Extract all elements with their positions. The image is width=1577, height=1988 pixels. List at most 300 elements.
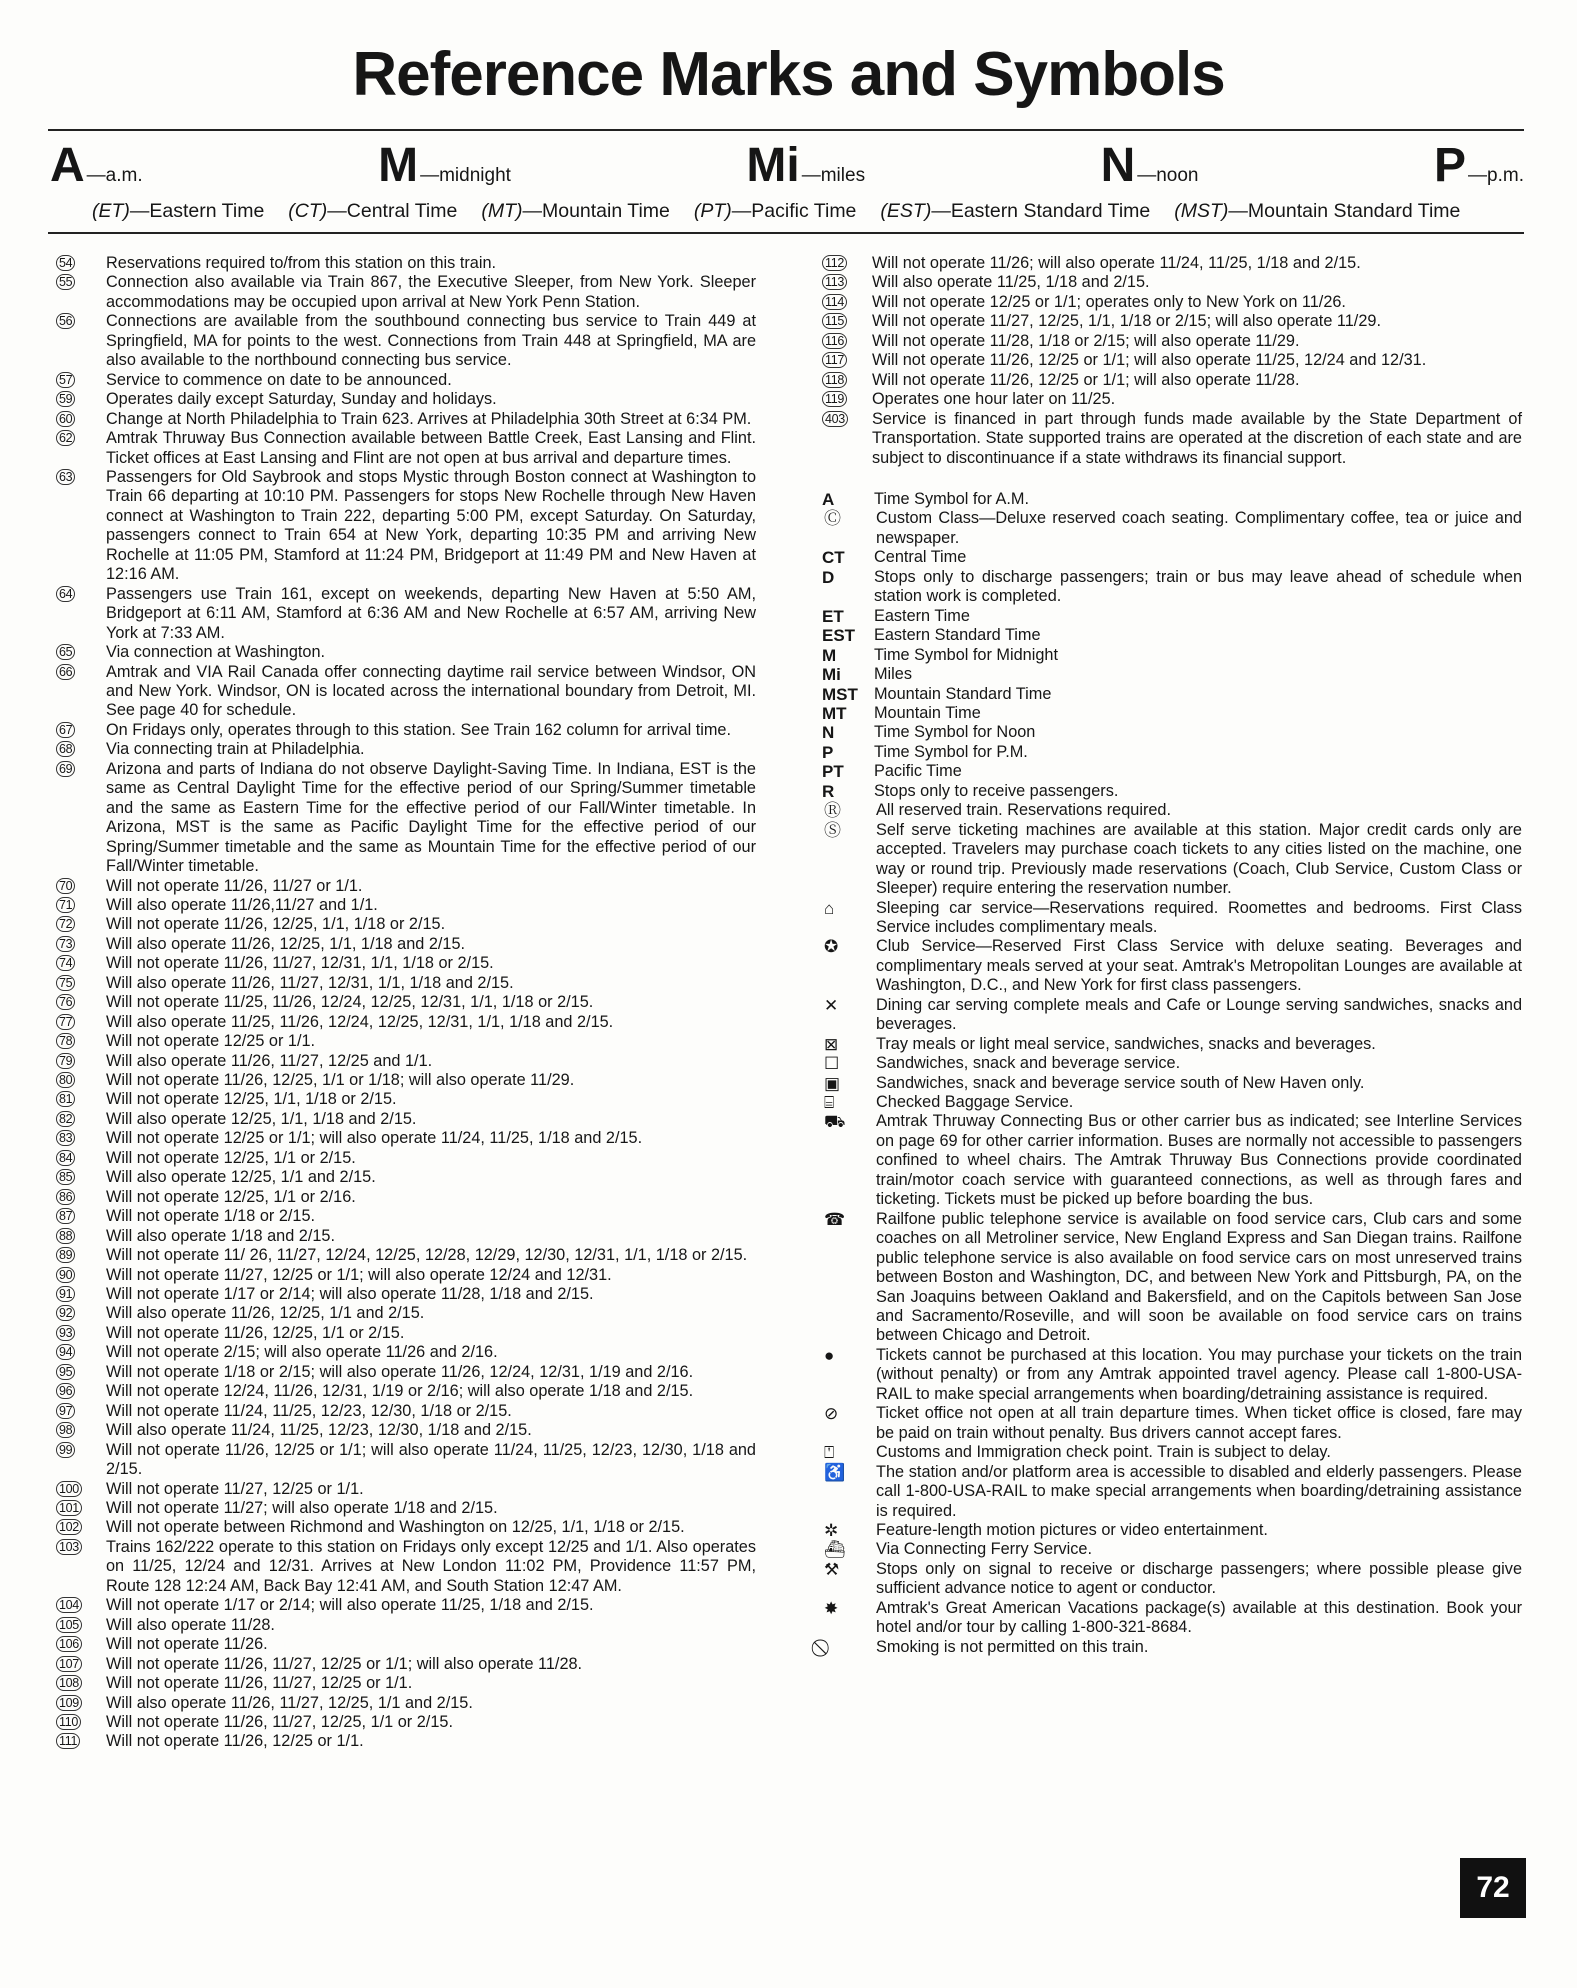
symbol-description: Amtrak Thruway Connecting Bus or other carrier bus as indicated; see Interline Services on page 69 for other carrier information. Buses are normally not accessible to passengers confined to wheel chairs. The Amtrak Thruway Bus Connections provide coordinated train/motor coach service with guaranteed connections, as well as through fares and ticketing. Tickets must be picked up before boarding the bus. bbox=[876, 1112, 1522, 1209]
reference-mark-icon bbox=[56, 1285, 106, 1304]
time-symbol-label: —a.m. bbox=[86, 165, 143, 186]
reference-note bbox=[56, 1149, 756, 1168]
reference-note bbox=[56, 429, 756, 468]
reference-note-text: Will not operate 11/27, 12/25, 1/1, 1/18 or 2/15; will also operate 11/29. bbox=[872, 312, 1381, 331]
reference-note-text: Will not operate 11/26, 12/25, 1/1 or 1/18; will also operate 11/29. bbox=[106, 1071, 575, 1090]
reference-mark-icon bbox=[56, 1266, 106, 1285]
reference-number: 75 bbox=[56, 975, 75, 991]
time-symbol-row bbox=[50, 139, 1524, 192]
reference-note bbox=[56, 1052, 756, 1071]
reference-mark-icon bbox=[56, 1655, 106, 1674]
reference-number: 64 bbox=[56, 586, 75, 602]
reference-number: 117 bbox=[822, 352, 847, 368]
reference-note bbox=[822, 273, 1522, 292]
symbol-description: Mountain Standard Time bbox=[874, 684, 1052, 703]
reference-note-text: Will not operate 11/26, 11/27 or 1/1. bbox=[106, 876, 363, 895]
reference-note-text: Will not operate 11/24, 11/25, 12/23, 12/30, 1/18 or 2/15. bbox=[106, 1401, 512, 1420]
reference-note-text: Will not operate 12/24, 11/26, 12/31, 1/19 or 2/16; will also operate 1/18 and 2/15. bbox=[106, 1382, 694, 1401]
reference-number: 96 bbox=[56, 1383, 75, 1399]
reference-mark-icon bbox=[56, 1052, 106, 1071]
reference-note bbox=[56, 1129, 756, 1148]
reference-mark-icon bbox=[56, 1149, 106, 1168]
symbol-description: Railfone public telephone service is available on food service cars, Club cars and some coaches on all Metroliner service, New England Express and San Diegan trains. Railfone public telephone service is also available on food service cars on most unreserved trains between Boston and Washington, DC, and between New York and Pittsburgh, PA, on the San Joaquins between Oakland and Bakersfield, and on the Capitols between San Jose and Sacramento/Roseville, and will soon be available on food service cars on trains between Chicago and Detroit. bbox=[876, 1209, 1522, 1345]
reference-note-text: Will not operate 11/27, 12/25 or 1/1. bbox=[106, 1479, 364, 1498]
reference-note bbox=[56, 993, 756, 1012]
reference-note-text: Will not operate between Richmond and Washington on 12/25, 1/1, 1/18 or 2/15. bbox=[106, 1518, 685, 1537]
reference-number: 63 bbox=[56, 469, 75, 485]
symbol-entry bbox=[822, 1638, 1522, 1657]
symbol-entry bbox=[822, 1463, 1522, 1521]
reference-number: 78 bbox=[56, 1033, 75, 1049]
reference-number: 79 bbox=[56, 1053, 75, 1069]
reference-note bbox=[56, 1441, 756, 1480]
reference-note-text: Will not operate 11/26, 12/25 or 1/1; will also operate 11/28. bbox=[872, 370, 1300, 389]
reference-note bbox=[56, 1655, 756, 1674]
reference-number: 88 bbox=[56, 1228, 75, 1244]
reference-mark-icon bbox=[56, 1538, 106, 1596]
symbol-mt: MT bbox=[822, 703, 847, 723]
reference-mark-icon bbox=[56, 993, 106, 1012]
reference-number: 110 bbox=[56, 1714, 81, 1730]
reference-note bbox=[56, 1032, 756, 1051]
reference-mark-icon bbox=[56, 1635, 106, 1654]
reference-note bbox=[56, 1266, 756, 1285]
reference-mark-icon bbox=[56, 1499, 106, 1518]
reference-note-text: Will not operate 12/25, 1/1, 1/18 or 2/15. bbox=[106, 1090, 397, 1109]
reference-number: 90 bbox=[56, 1267, 75, 1283]
time-symbol-label: —noon bbox=[1137, 165, 1199, 186]
reference-mark-icon bbox=[56, 1246, 106, 1265]
reference-note-text: Passengers use Train 161, except on weekends, departing New Haven at 5:50 AM, Bridgeport at 6:11 AM, Stamford at 6:36 AM and New Rochelle at 6:57 AM, arriving New York at 7:33 AM. bbox=[106, 584, 756, 642]
page-number: 72 bbox=[1460, 1858, 1526, 1918]
reference-note-text: Will not operate 11/26, 11/27, 12/31, 1/1, 1/18 or 2/15. bbox=[106, 954, 494, 973]
reference-note-text: Will also operate 11/26, 12/25, 1/1, 1/18 and 2/15. bbox=[106, 934, 466, 953]
reference-mark-icon bbox=[56, 1441, 106, 1480]
reference-number: 103 bbox=[56, 1539, 82, 1555]
reference-mark-icon bbox=[56, 1402, 106, 1421]
reference-note-text: Will not operate 11/25, 11/26, 12/24, 12/25, 12/31, 1/1, 1/18 or 2/15. bbox=[106, 993, 594, 1012]
reference-note bbox=[56, 1285, 756, 1304]
reference-number: 91 bbox=[56, 1286, 75, 1302]
symbol-description: Eastern Standard Time bbox=[874, 626, 1041, 645]
reference-note-text: Operates one hour later on 11/25. bbox=[872, 390, 1116, 409]
reference-note-text: On Fridays only, operates through to this station. See Train 162 column for arrival time. bbox=[106, 720, 732, 739]
reference-note-text: Will also operate 11/26, 11/27, 12/25 and 1/1. bbox=[106, 1051, 433, 1070]
reference-note bbox=[56, 954, 756, 973]
symbol-description: Pacific Time bbox=[874, 762, 962, 781]
reference-note-text: Will not operate 12/25 or 1/1; will also operate 11/24, 11/25, 1/18 and 2/15. bbox=[106, 1129, 643, 1148]
symbol-m: M bbox=[822, 645, 837, 665]
reference-number: 119 bbox=[822, 391, 847, 407]
symbol-entry bbox=[822, 1560, 1522, 1599]
reference-number: 106 bbox=[56, 1636, 82, 1652]
time-zone bbox=[288, 200, 457, 223]
reference-number: 89 bbox=[56, 1247, 75, 1263]
reference-note bbox=[56, 312, 756, 370]
symbol-entry bbox=[822, 1093, 1522, 1112]
right-notes-list bbox=[822, 254, 1522, 468]
symbol-description: Sandwiches, snack and beverage service. bbox=[876, 1054, 1181, 1073]
reference-number: 94 bbox=[56, 1344, 75, 1360]
reference-number: 54 bbox=[56, 255, 75, 271]
reference-note-text: Via connection at Washington. bbox=[106, 643, 326, 662]
reference-note bbox=[56, 1732, 756, 1751]
reference-number: 62 bbox=[56, 430, 75, 446]
reference-mark-icon bbox=[56, 371, 106, 390]
reference-number: 116 bbox=[822, 333, 847, 349]
reference-note bbox=[56, 410, 756, 429]
thruway-bus-icon: ⛟ bbox=[824, 1112, 846, 1132]
reference-note bbox=[56, 1188, 756, 1207]
reference-note-text: Will also operate 11/25, 1/18 and 2/15. bbox=[872, 273, 1150, 292]
reference-note bbox=[56, 1071, 756, 1090]
reference-mark-icon bbox=[56, 915, 106, 934]
time-symbol-label: —p.m. bbox=[1468, 165, 1524, 186]
reference-number: 99 bbox=[56, 1442, 75, 1458]
reference-number: 69 bbox=[56, 761, 75, 777]
reference-note bbox=[56, 1168, 756, 1187]
symbol-d: D bbox=[822, 567, 835, 587]
reference-mark-icon bbox=[56, 1032, 106, 1051]
time-zone-row bbox=[92, 200, 1532, 223]
reference-number: 92 bbox=[56, 1305, 75, 1321]
reference-note-text: Reservations required to/from this station on this train. bbox=[106, 254, 497, 272]
reference-note bbox=[56, 1382, 756, 1401]
reference-mark-icon bbox=[56, 1674, 106, 1693]
symbol-description: Feature-length motion pictures or video entertainment. bbox=[876, 1521, 1268, 1539]
reference-number: 83 bbox=[56, 1130, 75, 1146]
movie-icon: ✲ bbox=[824, 1521, 839, 1540]
time-zone-label: —Mountain Standard Time bbox=[1228, 200, 1461, 222]
reference-mark-icon bbox=[56, 1110, 106, 1129]
symbol-description: Via Connecting Ferry Service. bbox=[876, 1540, 1092, 1559]
symbol-legend bbox=[822, 490, 1522, 1657]
reference-number: 98 bbox=[56, 1422, 75, 1438]
reference-note-text: Operates daily except Saturday, Sunday and holidays. bbox=[106, 390, 497, 409]
reference-mark-icon bbox=[56, 954, 106, 973]
symbol-description: Eastern Time bbox=[874, 606, 970, 625]
reference-note-text: Amtrak Thruway Bus Connection available between Battle Creek, East Lansing and Flint. Ticket offices at East Lansing and Flint are not open at bus arrival and departure times. bbox=[106, 429, 756, 467]
symbol-description: All reserved train. Reservations required. bbox=[876, 801, 1172, 820]
reference-number: 67 bbox=[56, 722, 75, 738]
time-zone-abbr: (MT) bbox=[481, 200, 523, 222]
symbol-entry bbox=[822, 685, 1522, 704]
reference-number: 101 bbox=[56, 1500, 82, 1516]
reference-note-text: Will not operate 11/27, 12/25 or 1/1; will also operate 12/24 and 12/31. bbox=[106, 1265, 612, 1284]
time-zone-abbr: (MST) bbox=[1174, 200, 1229, 222]
reference-mark-icon bbox=[56, 721, 106, 740]
reference-mark-icon bbox=[56, 1090, 106, 1109]
reference-note bbox=[56, 1207, 756, 1226]
reference-number: 74 bbox=[56, 955, 75, 971]
symbol-entry bbox=[822, 996, 1522, 1035]
reference-number: 77 bbox=[56, 1014, 75, 1030]
top-rule bbox=[48, 129, 1524, 131]
reference-mark-icon bbox=[56, 1129, 106, 1148]
symbol-description: Tickets cannot be purchased at this location. You may purchase your tickets on the train (without penalty) or from any Amtrak appointed travel agency. Please call 1-800-USA-RAIL to make special arrangements when boarding/detraining assistance is required. bbox=[876, 1345, 1522, 1403]
symbol-pt: PT bbox=[822, 762, 844, 782]
reference-note-text: Will not operate 12/25, 1/1 or 2/15. bbox=[106, 1148, 356, 1167]
reference-note-text: Connections are available from the southbound connecting bus service to Train 449 at Springfield, MA for points to the west. Connections from Train 448 at Springfield, MA are also available to the northbound connecting bus service. bbox=[106, 312, 756, 370]
reference-mark-icon bbox=[56, 1421, 106, 1440]
reference-number: 71 bbox=[56, 897, 75, 913]
reference-note-text: Will also operate 11/26, 11/27, 12/25, 1/1 and 2/15. bbox=[106, 1693, 473, 1712]
reference-note bbox=[56, 1090, 756, 1109]
reference-mark-icon bbox=[822, 410, 872, 468]
reference-note bbox=[56, 1227, 756, 1246]
symbol-description: Amtrak's Great American Vacations package(s) available at this destination. Book your hotel and/or tour by calling 1-800-321-8684. bbox=[876, 1598, 1522, 1637]
reference-mark-icon bbox=[56, 1694, 106, 1713]
time-symbol-label: —midnight bbox=[420, 165, 511, 186]
reference-note-text: Amtrak and VIA Rail Canada offer connecting daytime rail service between Windsor, ON and New York. Windsor, ON is located across the international boundary from Detroit, MI. See page 40 for schedule. bbox=[106, 662, 756, 720]
reference-note bbox=[56, 1013, 756, 1032]
reference-note bbox=[56, 1616, 756, 1635]
club-service-icon: ✪ bbox=[824, 937, 839, 957]
reference-note bbox=[822, 351, 1522, 370]
reference-note bbox=[56, 1343, 756, 1362]
reference-mark-icon bbox=[822, 351, 872, 370]
symbol-entry bbox=[822, 723, 1522, 742]
reference-mark-icon bbox=[822, 312, 872, 331]
reference-mark-icon bbox=[56, 273, 106, 312]
reference-note bbox=[56, 1246, 756, 1265]
reference-number: 70 bbox=[56, 878, 75, 894]
reference-note-text: Trains 162/222 operate to this station on Fridays only except 12/25 and 1/1. Also operates on 11/25, 12/24 and 12/31. Arrives at New London 11:02 PM, Providence 11:57 PM, Route 128 12:24 AM, Back Bay 12:41 AM, and South Station 12:47 AM. bbox=[106, 1537, 756, 1595]
reference-number: 73 bbox=[56, 936, 75, 952]
reference-note-text: Will also operate 11/28. bbox=[106, 1615, 275, 1634]
reference-mark-icon bbox=[56, 312, 106, 370]
reference-note bbox=[56, 1480, 756, 1499]
symbol-description: Checked Baggage Service. bbox=[876, 1093, 1074, 1112]
telephone-icon: ☎ bbox=[824, 1209, 846, 1229]
customs-icon: ⍞ bbox=[824, 1443, 835, 1463]
symbol-entry bbox=[822, 626, 1522, 645]
reference-number: 84 bbox=[56, 1150, 75, 1166]
reference-note bbox=[56, 740, 756, 759]
reference-note bbox=[56, 1518, 756, 1537]
symbol-entry bbox=[822, 1074, 1522, 1093]
symbol-description: Sandwiches, snack and beverage service south of New Haven only. bbox=[876, 1073, 1365, 1092]
reference-mark-icon bbox=[56, 1518, 106, 1537]
time-zone-label: —Eastern Time bbox=[129, 200, 265, 222]
reference-note-text: Will not operate 11/27; will also operate 1/18 and 2/15. bbox=[106, 1499, 498, 1517]
reference-number: 107 bbox=[56, 1656, 82, 1672]
reference-note-text: Will not operate 11/26, 12/25, 1/1 or 2/15. bbox=[106, 1323, 405, 1342]
reference-note bbox=[56, 974, 756, 993]
symbol-entry bbox=[822, 509, 1522, 548]
reference-note bbox=[56, 1713, 756, 1732]
reference-note-text: Will not operate 11/26, 11/27, 12/25 or 1/1. bbox=[106, 1674, 413, 1693]
reference-number: 85 bbox=[56, 1169, 75, 1185]
reference-note-text: Will also operate 11/25, 11/26, 12/24, 12/25, 12/31, 1/1, 1/18 and 2/15. bbox=[106, 1012, 614, 1031]
reference-note bbox=[56, 1499, 756, 1518]
reference-note-text: Connection also available via Train 867, the Executive Sleeper, from New York. Sleeper accommodations may be occupied upon arrival at New York Penn Station. bbox=[106, 273, 756, 311]
reference-note-text: Will also operate 11/24, 11/25, 12/23, 12/30, 1/18 and 2/15. bbox=[106, 1421, 532, 1440]
reference-number: 97 bbox=[56, 1403, 75, 1419]
symbol-description: Miles bbox=[874, 665, 912, 684]
reference-number: 76 bbox=[56, 994, 75, 1010]
reference-note bbox=[56, 1596, 756, 1615]
symbol-entry bbox=[822, 548, 1522, 567]
reference-mark-icon bbox=[56, 1207, 106, 1226]
reference-note-text: Change at North Philadelphia to Train 623. Arrives at Philadelphia 30th Street at 6:34 PM. bbox=[106, 409, 752, 428]
reference-note bbox=[56, 585, 756, 643]
reference-note bbox=[56, 468, 756, 585]
reference-note bbox=[56, 915, 756, 934]
symbol-entry bbox=[822, 1521, 1522, 1540]
symbol-entry bbox=[822, 1112, 1522, 1209]
reference-note bbox=[56, 1538, 756, 1596]
reference-mark-icon bbox=[56, 1713, 106, 1732]
flag-stop-icon: ⚒ bbox=[824, 1559, 840, 1579]
symbol-entry bbox=[822, 704, 1522, 723]
reference-number: 72 bbox=[56, 916, 75, 932]
symbol-entry bbox=[822, 899, 1522, 938]
symbol-entry bbox=[822, 1443, 1522, 1462]
reference-note bbox=[56, 896, 756, 915]
sandwich-service-south-icon: ▣ bbox=[824, 1073, 841, 1093]
reference-number: 55 bbox=[56, 274, 75, 290]
no-tickets-icon: ● bbox=[824, 1345, 835, 1365]
reference-note-text: Passengers for Old Saybrook and stops Mystic through Boston connect at Washington to Train 66 departing at 10:10 PM. Passengers for stops New Rochelle through New Haven connect at Washington to Train 222, departing 5:00 PM, except Saturday. On Saturday, passengers connect to Train 654 at New York, departing 10:35 PM and arriving New Rochelle at 11:05 PM, Stamford at 11:24 PM, Bridgeport at 11:49 PM and New Haven at 12:16 AM. bbox=[106, 467, 756, 584]
time-symbol-letter: P bbox=[1434, 139, 1467, 192]
symbol-description: Time Symbol for P.M. bbox=[874, 742, 1028, 761]
reference-number: 108 bbox=[56, 1675, 82, 1691]
reference-mark-icon bbox=[822, 254, 872, 273]
reference-note bbox=[56, 877, 756, 896]
reference-note-text: Will not operate 1/17 or 2/14; will also operate 11/25, 1/18 and 2/15. bbox=[106, 1596, 594, 1615]
reference-number: 66 bbox=[56, 664, 75, 680]
symbol-entry bbox=[822, 743, 1522, 762]
reference-mark-icon bbox=[56, 1343, 106, 1362]
reference-note bbox=[822, 332, 1522, 351]
reference-mark-icon bbox=[822, 390, 872, 409]
reference-mark-icon bbox=[56, 1227, 106, 1246]
symbol-et: ET bbox=[822, 606, 844, 626]
reference-note-text: Will not operate 11/26, 12/25, 1/1, 1/18 or 2/15. bbox=[106, 915, 446, 934]
time-zone-label: —Eastern Standard Time bbox=[931, 200, 1151, 222]
reference-number: 86 bbox=[56, 1189, 75, 1205]
symbol-n: N bbox=[822, 723, 835, 743]
reference-note-text: Service to commence on date to be announced. bbox=[106, 370, 452, 389]
reference-number: 118 bbox=[822, 372, 847, 388]
reference-note bbox=[56, 1110, 756, 1129]
reference-number: 81 bbox=[56, 1091, 75, 1107]
reference-note-text: Via connecting train at Philadelphia. bbox=[106, 740, 365, 759]
reference-note bbox=[56, 1635, 756, 1654]
symbol-entry bbox=[822, 801, 1522, 820]
symbol-entry bbox=[822, 1035, 1522, 1054]
reference-number: 111 bbox=[56, 1733, 80, 1749]
reference-note-text: Will not operate 11/26, 12/25 or 1/1; will also operate 11/25, 12/24 and 12/31. bbox=[872, 351, 1427, 370]
reference-note-text: Will not operate 11/28, 1/18 or 2/15; will also operate 11/29. bbox=[872, 331, 1300, 350]
reference-mark-icon bbox=[56, 410, 106, 429]
reference-note-text: Will also operate 11/26,11/27 and 1/1. bbox=[106, 895, 378, 914]
custom-class-icon: Ⓒ bbox=[824, 509, 841, 529]
reference-note-text: Will also operate 12/25, 1/1, 1/18 and 2/15. bbox=[106, 1109, 417, 1128]
symbol-entry bbox=[822, 646, 1522, 665]
symbol-description: Club Service—Reserved First Class Service with deluxe seating. Beverages and complimentary meals served at your seat. Amtrak's Metropolitan Lounges are available at Washington, D.C., and New York for first class passengers. bbox=[876, 937, 1522, 995]
reference-number: 403 bbox=[822, 411, 848, 427]
reference-number: 80 bbox=[56, 1072, 75, 1088]
reference-note-text: Will also operate 12/25, 1/1 and 2/15. bbox=[106, 1168, 376, 1187]
time-zone-label: —Pacific Time bbox=[731, 200, 857, 222]
reference-number: 56 bbox=[56, 313, 75, 329]
symbol-description: Mountain Time bbox=[874, 703, 981, 722]
reference-mark-icon bbox=[56, 877, 106, 896]
symbol-entry bbox=[822, 490, 1522, 509]
time-symbol bbox=[1434, 139, 1524, 192]
symbol-entry bbox=[822, 821, 1522, 899]
symbol-description: Tray meals or light meal service, sandwiches, snacks and beverages. bbox=[876, 1034, 1376, 1053]
no-smoking-icon bbox=[822, 1638, 876, 1657]
reference-note bbox=[56, 390, 756, 409]
reference-number: 57 bbox=[56, 372, 75, 388]
reference-note bbox=[56, 663, 756, 721]
reference-note-text: Service is financed in part through funds made available by the State Department of Transportation. State supported trains are operated at the discretion of each state and are subject to discontinuance if a state withdraws its financial support. bbox=[872, 409, 1522, 467]
reference-note-text: Will not operate 12/25 or 1/1; operates only to New York on 11/26. bbox=[872, 292, 1346, 311]
reference-number: 114 bbox=[822, 294, 847, 310]
reference-note-text: Will also operate 11/26, 11/27, 12/31, 1/1, 1/18 and 2/15. bbox=[106, 973, 514, 992]
reference-number: 82 bbox=[56, 1111, 75, 1127]
symbol-description: Stops only to discharge passengers; train or bus may leave ahead of schedule when station work is completed. bbox=[874, 567, 1522, 606]
symbol-entry bbox=[822, 1404, 1522, 1443]
symbol-description: Time Symbol for Midnight bbox=[874, 645, 1058, 664]
symbol-description: Stops only to receive passengers. bbox=[874, 781, 1119, 800]
reference-number: 109 bbox=[56, 1695, 82, 1711]
reference-number: 60 bbox=[56, 411, 75, 427]
symbol-entry bbox=[822, 1054, 1522, 1073]
reference-note-text: Will not operate 2/15; will also operate 11/26 and 2/16. bbox=[106, 1343, 498, 1362]
reserved-train-icon: Ⓡ bbox=[824, 801, 841, 821]
time-symbol-letter: M bbox=[378, 139, 419, 192]
reference-mark-icon bbox=[56, 585, 106, 643]
reference-number: 68 bbox=[56, 741, 75, 757]
self-serve-ticketing-icon: Ⓢ bbox=[824, 820, 841, 840]
reference-note bbox=[56, 721, 756, 740]
time-zone-abbr: (CT) bbox=[288, 200, 328, 222]
reference-note bbox=[56, 760, 756, 877]
sandwich-service-icon: ☐ bbox=[824, 1054, 840, 1074]
reference-mark-icon bbox=[56, 663, 106, 721]
reference-note-text: Will not operate 1/17 or 2/14; will also operate 11/28, 1/18 and 2/15. bbox=[106, 1285, 594, 1304]
reference-mark-icon bbox=[56, 1188, 106, 1207]
reference-mark-icon bbox=[56, 254, 106, 273]
time-zone bbox=[880, 200, 1150, 223]
time-symbol-letter: N bbox=[1100, 139, 1136, 192]
symbol-entry bbox=[822, 762, 1522, 781]
time-zone bbox=[481, 200, 670, 223]
reference-note-text: Will not operate 11/26, 11/27, 12/25, 1/1 or 2/15. bbox=[106, 1712, 453, 1731]
reference-number: 104 bbox=[56, 1597, 82, 1613]
symbol-entry bbox=[822, 665, 1522, 684]
time-zone-label: —Central Time bbox=[327, 200, 458, 222]
tray-meal-icon: ⊠ bbox=[824, 1034, 839, 1054]
symbol-description: Smoking is not permitted on this train. bbox=[876, 1637, 1149, 1656]
reference-note bbox=[822, 254, 1522, 273]
reference-number: 102 bbox=[56, 1519, 82, 1535]
reference-mark-icon bbox=[56, 390, 106, 409]
reference-note bbox=[56, 1674, 756, 1693]
reference-note-text: Will not operate 11/26, 11/27, 12/25 or 1/1; will also operate 11/28. bbox=[106, 1654, 583, 1673]
reference-note-text: Will not operate 12/25, 1/1 or 2/16. bbox=[106, 1187, 356, 1206]
symbol-description: Custom Class—Deluxe reserved coach seating. Complimentary coffee, tea or juice and newspaper. bbox=[876, 509, 1522, 547]
reference-mark-icon bbox=[56, 974, 106, 993]
reference-mark-icon bbox=[56, 1168, 106, 1187]
section-gap bbox=[822, 468, 1522, 490]
symbol-entry bbox=[822, 782, 1522, 801]
reference-number: 59 bbox=[56, 391, 75, 407]
